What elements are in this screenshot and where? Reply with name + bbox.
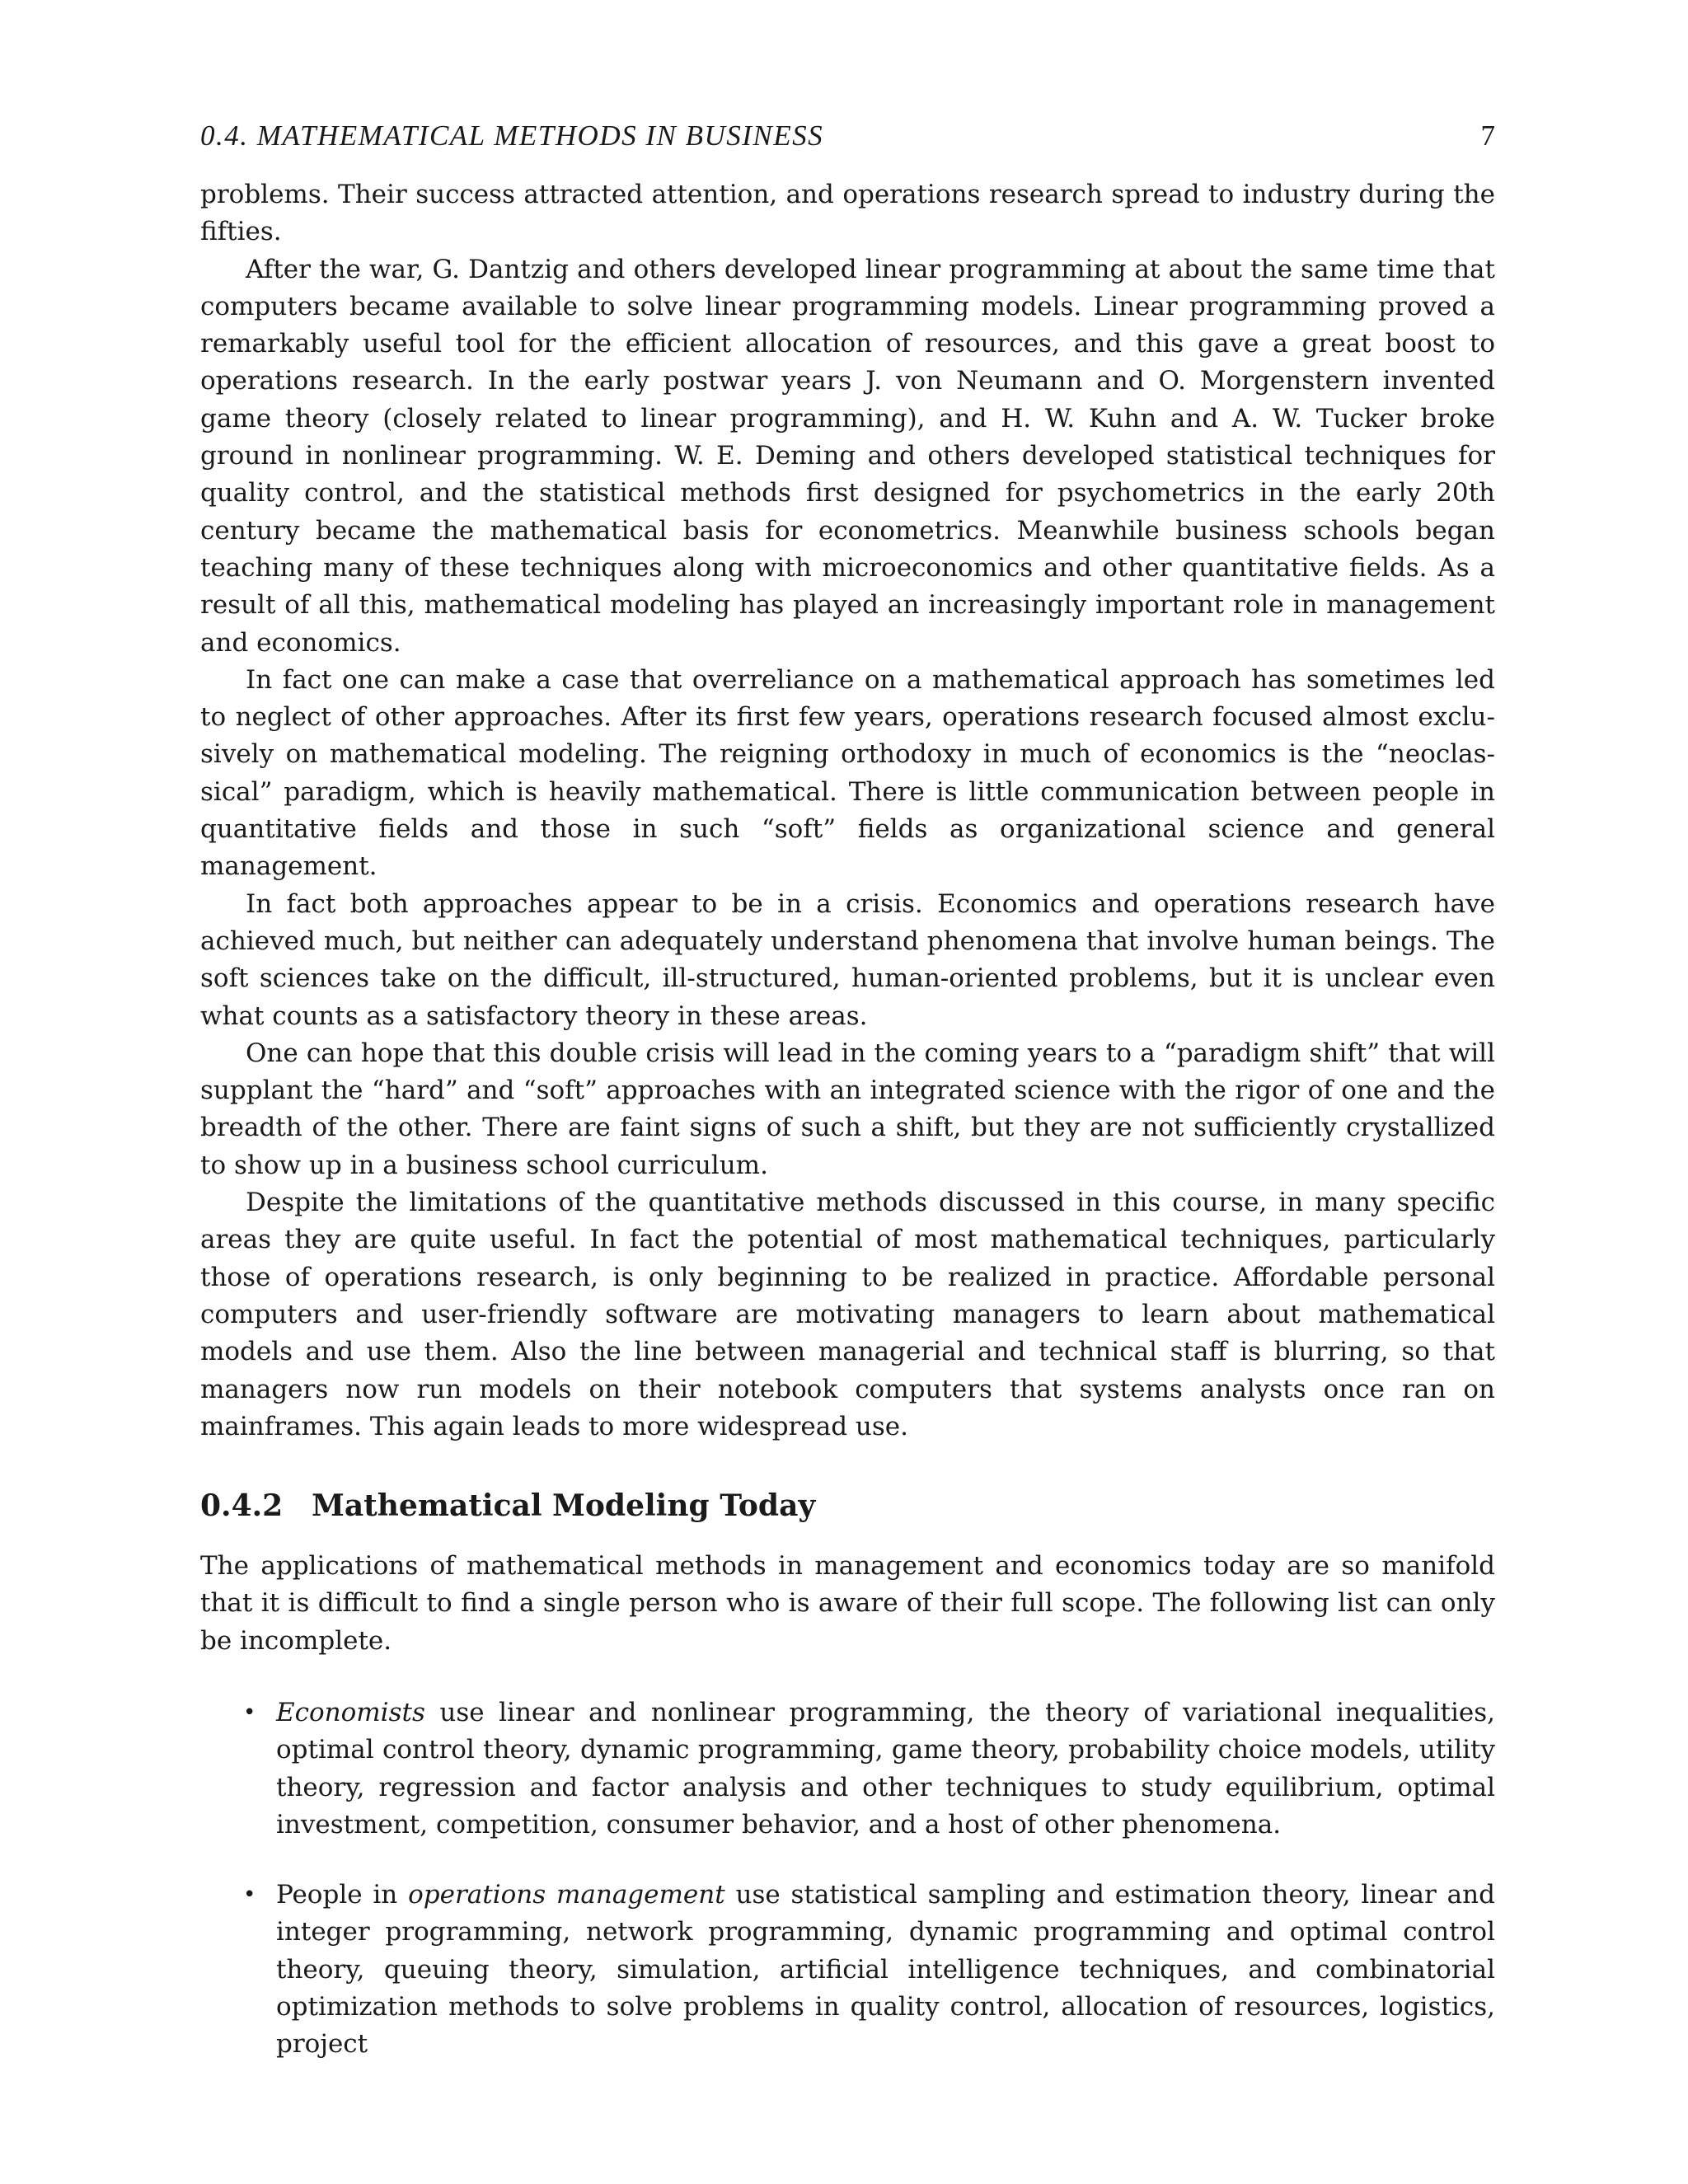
section-intro: The applications of mathematical methods in management and economics today are so manifold that it is difficult to find a single person who is aware of their full scope. The following list can only be incomplete. (200, 1551, 1495, 1656)
section-title: Mathematical Modeling Today (312, 1488, 816, 1524)
list-item-economists (200, 1694, 1495, 1844)
body-text (200, 176, 1495, 2064)
paragraph-paradigm-shift: One can hope that this double crisis will lead in the coming years to a “paradigm shift” that will supplant the “hard” and “soft” approaches with an integrated science with the rigor of one and the breadth of the other. There are faint signs of such a shift, but they are not sufficiently crystallized to show up in a business school curriculum. (200, 1038, 1495, 1180)
bullet-icon: • (243, 1699, 256, 1725)
document-page (200, 115, 1495, 2097)
list-item-emphasis: operations management (408, 1880, 725, 1910)
applications-list (200, 1694, 1495, 2064)
list-item-text: use linear and nonlinear programming, the theory of variational inequalities, optimal control theory, dynamic programming, game theory, probability choice models, utility theory, regression and factor analysis and other techniques to study equilibrium, optimal investment, competition, consumer behavior, and a host of other phenomena. (276, 1697, 1495, 1840)
list-item-operations-management (200, 1877, 1495, 2063)
paragraph-limitations: Despite the limitations of the quantitative methods discussed in this course, in many specific areas they are quite useful. In fact the potential of most mathematical techniques, particularly those of operations research, is only beginning to be realized in practice. Affordable personal computers and user-friendly software are motivating managers to learn about mathematical models and use them. Also the line between managerial and technical staff is blurring, so that managers now run models on their notebook computers that systems analysts once ran on mainframes. This again leads to more widespread use. (200, 1188, 1495, 1441)
list-item-text-before: People in (276, 1880, 409, 1910)
running-header (200, 115, 1495, 157)
list-item-text: use statistical sampling and estimation theory, linear and integer programming, network programming, dynamic programming and optimal control theory, queuing theory, simulation, artificial intelligence techniques, and combinatorial optimization methods to solve problems in quality control, allocation of resources, logistics, project (276, 1880, 1495, 2060)
section-heading (200, 1485, 1495, 1526)
paragraph-postwar-history: After the war, G. Dantzig and others developed linear programming at about the same time that computers became available to solve linear programming models. Linear programming proved a remarkably useful tool for the efficient allocation of resources, and this gave a great boost to operations research. In the early postwar years J. von Neumann and O. Morgenstern invented game theory (closely related to linear programming), and H. W. Kuhn and A. W. Tucker broke ground in nonlinear programming. W. E. Deming and others developed statistical techniques for quality control, and the statistical methods first designed for psychometrics in the early 20th century became the mathematical basis for econometrics. Meanwhile business schools began teaching many of these techniques along with microeconomics and other quantitative fields. As a result of all this, mathematical modeling has played an increasingly important role in management and economics. (200, 254, 1495, 658)
section-number: 0.4.2 (200, 1488, 284, 1524)
paragraph-crisis: In fact both approaches appear to be in a crisis. Economics and operations research have achieved much, but neither can adequately understand phenomena that involve human beings. The soft sciences take on the difficult, ill-structured, human-oriented problems, but it is unclear even what counts as a satisfactory theory in these areas. (200, 888, 1495, 1031)
running-header-title: 0.4. MATHEMATICAL METHODS IN BUSINESS (200, 120, 824, 152)
page-number: 7 (1480, 120, 1495, 152)
paragraph-continuation: problems. Their success attracted attention, and operations research spread to industry during the fifties. (200, 180, 1495, 247)
list-item-emphasis: Economists (276, 1697, 425, 1727)
paragraph-overreliance: In fact one can make a case that overreliance on a mathematical approach has sometimes led to neglect of other approaches. After its first few years, operations research focused almost exclusively on mathematical modeling. The reigning orthodoxy in much of economics is the “neoclassical” paradigm, which is heavily mathematical. There is little communication between people in quantitative fields and those in such “soft” fields as organizational science and general management. (200, 664, 1495, 882)
bullet-icon: • (243, 1882, 256, 1908)
